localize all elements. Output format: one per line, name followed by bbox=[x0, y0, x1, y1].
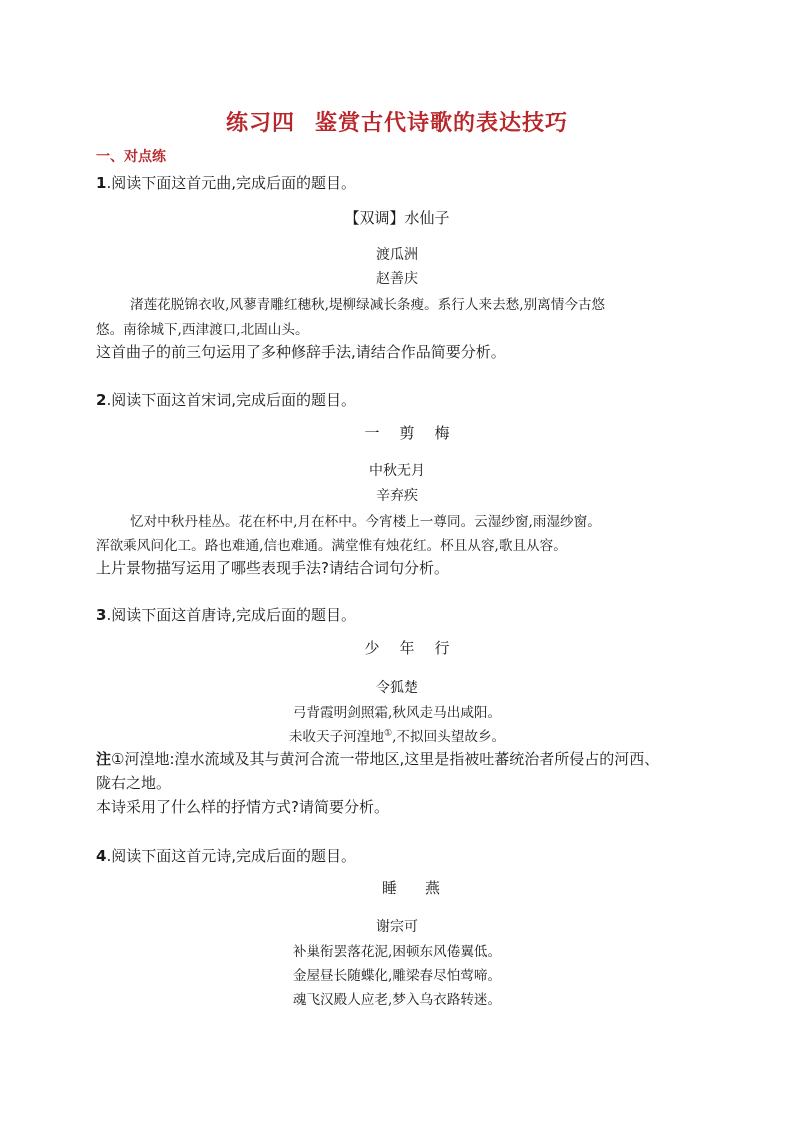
section-heading: 一、对点练 bbox=[96, 149, 166, 165]
q3-footnote-marker: ① bbox=[384, 728, 393, 739]
q1-prompt bbox=[96, 172, 356, 193]
q4-number: 4 bbox=[96, 847, 107, 865]
q2-poem-title: 中秋无月 bbox=[369, 463, 425, 479]
q3-line1: 弓背霞明剑照霜,秋风走马出咸阳。 bbox=[292, 705, 502, 721]
q1-prompt-text: .阅读下面这首元曲,完成后面的题目。 bbox=[106, 174, 356, 192]
title-part2: 鉴赏古代诗歌的表达技巧 bbox=[315, 111, 569, 136]
q3-number: 3 bbox=[96, 606, 107, 624]
q1-heading: 【双调】水仙子 bbox=[344, 209, 450, 227]
q3-note-text: ①河湟地:湟水流域及其与黄河合流一带地区,这里是指被吐蕃统治者所侵占的河西、 bbox=[111, 750, 660, 768]
q1-question: 这首曲子的前三句运用了多种修辞手法,请结合作品简要分析。 bbox=[96, 343, 506, 361]
q4-line3: 魂飞汉殿人应老,梦入乌衣路转迷。 bbox=[292, 992, 502, 1008]
q2-line2: 浑欲乘风问化工。路也难通,信也难通。满堂惟有烛花红。杯且从容,歌且从容。 bbox=[96, 538, 567, 554]
q4-prompt bbox=[96, 845, 356, 866]
q2-prompt bbox=[96, 389, 356, 410]
q2-line1: 忆对中秋丹桂丛。花在杯中,月在杯中。今宵楼上一尊同。云湿纱窗,雨湿纱窗。 bbox=[130, 514, 601, 530]
title-part1: 练习四 bbox=[225, 111, 295, 136]
q2-question: 上片景物描写运用了哪些表现手法?请结合词句分析。 bbox=[96, 559, 449, 577]
q4-line1: 补巢衔罢落花泥,困顿东风倦翼低。 bbox=[292, 944, 502, 960]
q3-author: 令狐楚 bbox=[376, 680, 418, 696]
q3-line2 bbox=[0, 725, 794, 745]
q1-line2: 悠。南徐城下,西津渡口,北固山头。 bbox=[96, 322, 309, 338]
q4-line2: 金屋昼长随蝶化,雕梁春尽怕莺啼。 bbox=[292, 968, 502, 984]
q3-line2-part1: 未收天子河湟地 bbox=[288, 729, 384, 745]
q1-number: 1 bbox=[96, 174, 107, 192]
q4-author: 谢宗可 bbox=[376, 919, 418, 935]
q3-heading: 少年行 bbox=[364, 639, 470, 657]
q1-poem-title: 渡瓜洲 bbox=[376, 247, 418, 263]
q3-note-line1 bbox=[96, 748, 659, 769]
q2-heading: 一剪梅 bbox=[364, 424, 470, 442]
q4-heading: 睡燕 bbox=[381, 879, 468, 897]
q2-prompt-text: .阅读下面这首宋词,完成后面的题目。 bbox=[106, 391, 356, 409]
q3-prompt bbox=[96, 604, 356, 625]
q4-prompt-text: .阅读下面这首元诗,完成后面的题目。 bbox=[106, 847, 356, 865]
page-title bbox=[0, 106, 794, 137]
q1-line1: 渚莲花脱锦衣收,风蓼青雕红穗秋,堤柳绿减长条瘦。系行人来去愁,别离情今古悠 bbox=[130, 297, 606, 313]
q3-prompt-text: .阅读下面这首唐诗,完成后面的题目。 bbox=[106, 606, 356, 624]
q3-line2-part2: ,不拟回头望故乡。 bbox=[392, 729, 506, 745]
q3-note-line2: 陇右之地。 bbox=[96, 774, 172, 792]
q1-author: 赵善庆 bbox=[376, 271, 418, 287]
q3-note-label: 注 bbox=[96, 750, 112, 768]
q3-question: 本诗采用了什么样的抒情方式?请简要分析。 bbox=[96, 798, 389, 816]
q2-author: 辛弃疾 bbox=[376, 488, 418, 504]
q2-number: 2 bbox=[96, 391, 107, 409]
